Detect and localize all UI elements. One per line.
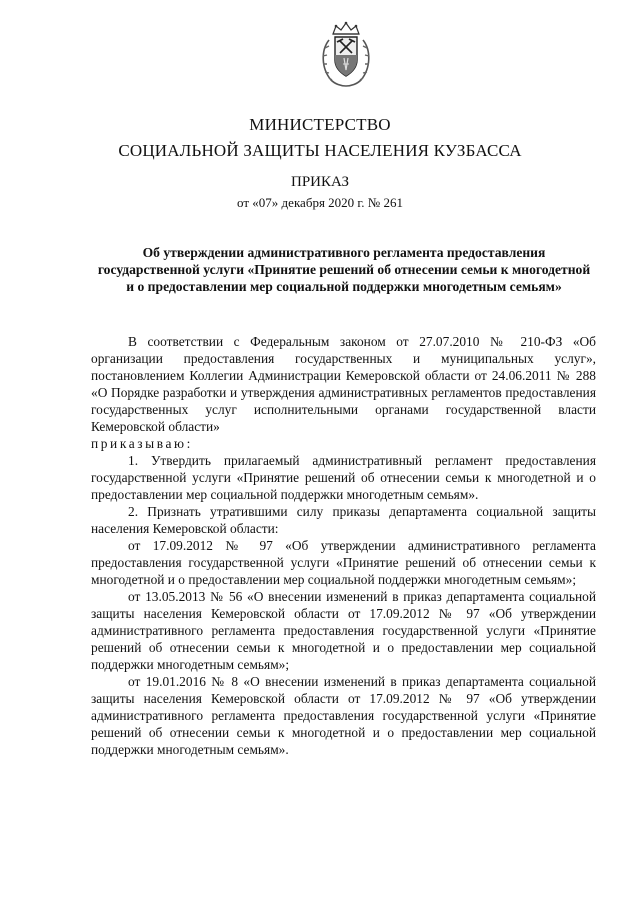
item-1-paragraph: 1. Утвердить прилагаемый административный регламент предоставления государственной услуги «Принятие решений об отнесении семьи к многодетной и о предоставлении мер социальной поддержки многодетным семьям».: [91, 453, 596, 502]
order-date-number: от «07» декабря 2020 г. № 261: [237, 195, 403, 210]
order-body: [91, 333, 596, 758]
order-subject: Об утверждении административного регламента предоставления государственной услуги «Принятие решений об отнесении семьи к многодетной и о предоставлении мер социальной поддержки многодетным семьям»: [97, 245, 591, 294]
repealed-order-3: от 19.01.2016 № 8 «О внесении изменений в приказ департамента социальной защиты населения Кемеровской области от 17.09.2012 № 97 «Об утверждении административного регламента предоставления государственной услуги «Принятие решений об отнесении семьи к многодетной и о предоставлении мер социальной поддержки многодетным семьям».: [91, 674, 596, 757]
repealed-order-2: от 13.05.2013 № 56 «О внесении изменений в приказ департамента социальной защиты населения Кемеровской области от 17.09.2012 № 97 «Об утверждении административного регламента предоставления государственной услуги «Принятие решений об отнесении семьи к многодетной и о предоставлении мер социальной поддержки многодетным семьям»;: [91, 589, 596, 672]
kuzbass-coat-of-arms-icon: [317, 20, 375, 88]
ministry-name-line1: МИНИСТЕРСТВО: [249, 115, 391, 134]
order-word: приказываю:: [91, 436, 193, 451]
preamble-paragraph: В соответствии с Федеральным законом от 27.07.2010 № 210-ФЗ «Об организации предоставления государственных и муниципальных услуг», постановлением Коллегии Администрации Кемеровской области от 24.06.2011 № 288 «О Порядке разработки и утверждения административных регламентов предоставления государственных услуг исполнительными органами государственной власти Кемеровской области»: [91, 334, 596, 434]
repealed-order-1: от 17.09.2012 № 97 «Об утверждении административного регламента предоставления государственной услуги «Принятие решений об отнесении семьи к многодетной и о предоставлении мер социальной поддержки многодетным семьям»;: [91, 538, 596, 587]
ministry-name-line2: СОЦИАЛЬНОЙ ЗАЩИТЫ НАСЕЛЕНИЯ КУЗБАССА: [118, 141, 522, 160]
item-2-paragraph: 2. Признать утратившими силу приказы департамента социальной защиты населения Кемеровской области:: [91, 504, 596, 536]
order-title: ПРИКАЗ: [291, 174, 349, 190]
